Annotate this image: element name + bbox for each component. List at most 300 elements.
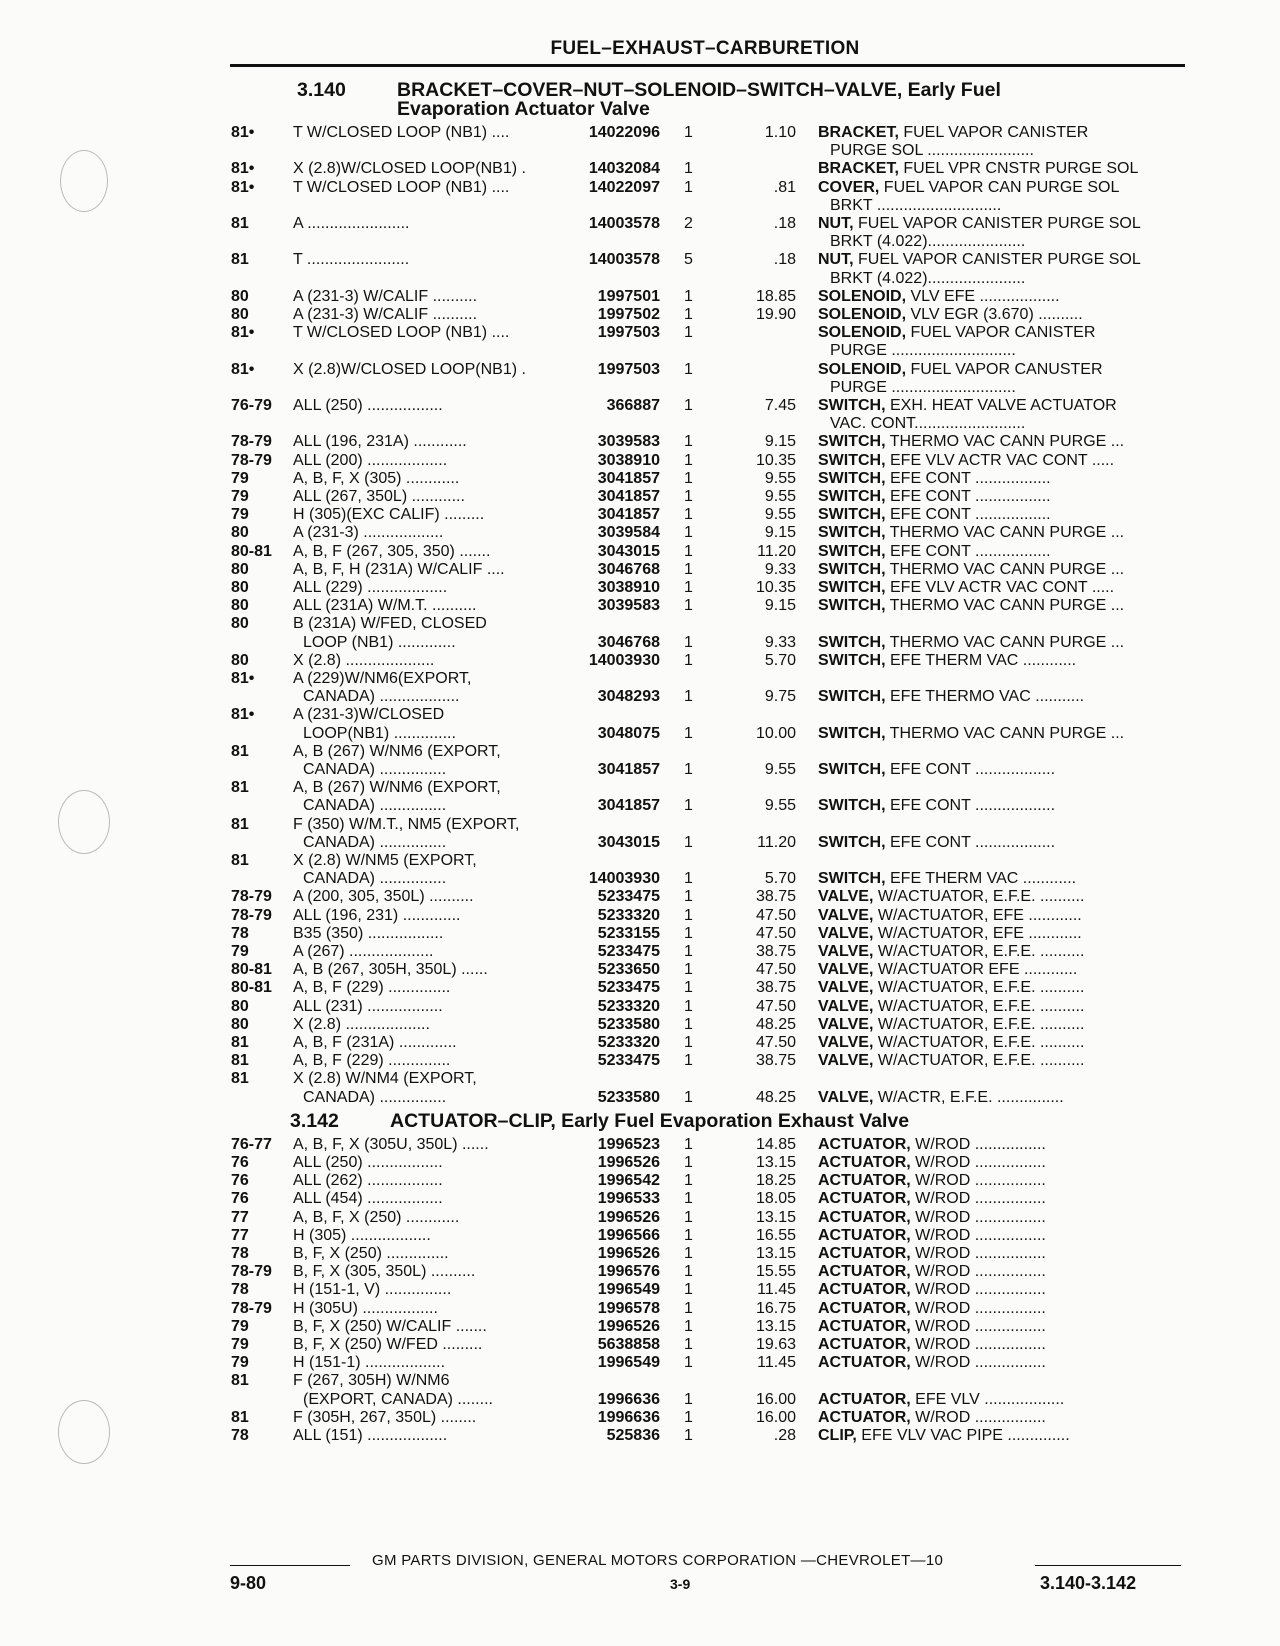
part-number: 3041857 bbox=[597, 761, 660, 778]
part-name: ACTUATOR, bbox=[818, 1408, 911, 1426]
model-year: 80 bbox=[231, 560, 249, 578]
model-year: 81 bbox=[231, 1372, 249, 1390]
price: 16.75 bbox=[755, 1299, 796, 1317]
description-cont: VAC. CONT......................... bbox=[830, 415, 1026, 433]
quantity: 1 bbox=[684, 542, 693, 560]
description bbox=[818, 1034, 1180, 1053]
model-year: 80-81 bbox=[231, 542, 272, 560]
model-year: 81 bbox=[231, 742, 249, 760]
part-name: NUT, bbox=[818, 251, 854, 269]
model-year: 80 bbox=[231, 579, 249, 596]
quantity: 1 bbox=[684, 979, 693, 997]
model-year: 81• bbox=[231, 178, 255, 196]
part-detail: VLV EGR (3.670) .......... bbox=[906, 306, 1083, 323]
part-detail: EFE CONT ................. bbox=[885, 506, 1051, 524]
model-year: 79 bbox=[231, 488, 249, 505]
quantity: 1 bbox=[684, 1299, 693, 1317]
model-year: 81• bbox=[231, 160, 255, 178]
part-name: BRACKET, bbox=[818, 160, 899, 178]
price: 9.75 bbox=[764, 688, 796, 706]
part-detail: W/ROD ................ bbox=[910, 1190, 1046, 1208]
quantity: 1 bbox=[684, 1015, 693, 1033]
quantity: 1 bbox=[684, 1354, 693, 1372]
application-cont: CANADA) .................. bbox=[303, 688, 460, 706]
price: 13.15 bbox=[755, 1317, 796, 1335]
quantity: 1 bbox=[684, 1226, 693, 1244]
quantity: 1 bbox=[684, 1408, 693, 1426]
part-detail: FUEL VAPOR CANISTER bbox=[906, 324, 1096, 342]
model-year: 78-79 bbox=[231, 888, 272, 906]
description bbox=[818, 324, 1180, 343]
model-year: 81 bbox=[231, 251, 249, 269]
application: A, B (267, 305H, 350L) ...... bbox=[293, 961, 488, 979]
application: H (151-1) .................. bbox=[293, 1354, 446, 1372]
price: .18 bbox=[773, 251, 796, 269]
part-number: 1996636 bbox=[597, 1390, 660, 1408]
part-number: 1996549 bbox=[597, 1281, 660, 1299]
model-year: 78 bbox=[231, 1427, 249, 1444]
quantity: 1 bbox=[684, 560, 693, 578]
part-name: SWITCH, bbox=[818, 797, 886, 815]
part-detail: EFE CONT ................. bbox=[885, 542, 1051, 560]
part-name: VALVE, bbox=[818, 906, 874, 924]
part-number: 1997503 bbox=[597, 360, 660, 378]
application: T ....................... bbox=[293, 251, 410, 269]
price: 18.25 bbox=[755, 1172, 796, 1190]
part-name: SWITCH, bbox=[818, 560, 886, 578]
model-year: 79 bbox=[231, 1336, 249, 1353]
section-number: 3.140 bbox=[297, 79, 346, 101]
price: 13.15 bbox=[755, 1245, 796, 1262]
model-year: 79 bbox=[231, 1354, 249, 1372]
part-name: ACTUATOR, bbox=[818, 1299, 911, 1317]
footer-page-number: 3-9 bbox=[670, 1576, 691, 1592]
part-name: SWITCH, bbox=[818, 633, 886, 651]
part-name: ACTUATOR, bbox=[818, 1281, 911, 1299]
part-detail: W/ROD ................ bbox=[910, 1354, 1046, 1372]
price: 18.05 bbox=[755, 1190, 796, 1208]
part-name: ACTUATOR, bbox=[818, 1172, 911, 1190]
page-header: FUEL–EXHAUST–CARBURETION bbox=[550, 38, 860, 59]
part-detail: FUEL VAPOR CANISTER PURGE SOL bbox=[853, 251, 1141, 269]
part-name: SWITCH, bbox=[818, 651, 886, 669]
part-number: 14003578 bbox=[588, 251, 660, 269]
application: ALL (267, 350L) ............ bbox=[293, 488, 465, 505]
application: X (2.8) W/NM5 (EXPORT, bbox=[293, 852, 477, 869]
application: H (305) .................. bbox=[293, 1226, 431, 1244]
price: 48.25 bbox=[755, 1088, 796, 1106]
description bbox=[818, 907, 1180, 926]
part-name: SWITCH, bbox=[818, 397, 886, 414]
quantity: 1 bbox=[684, 1034, 693, 1051]
part-number: 1996549 bbox=[597, 1354, 660, 1372]
footer-rule-right bbox=[1035, 1565, 1181, 1566]
application: A (231-3) W/CALIF .......... bbox=[293, 287, 478, 305]
model-year: 79 bbox=[231, 469, 249, 487]
quantity: 1 bbox=[684, 1427, 693, 1444]
model-year: 76-77 bbox=[231, 1135, 272, 1153]
part-name: ACTUATOR, bbox=[818, 1226, 911, 1244]
model-year: 80 bbox=[231, 997, 249, 1015]
part-number: 3043015 bbox=[597, 833, 660, 851]
description bbox=[818, 124, 1180, 143]
footer-rule-left bbox=[230, 1565, 350, 1566]
section-title: BRACKET–COVER–NUT–SOLENOID–SWITCH–VALVE, Early Fuel bbox=[397, 79, 1001, 101]
part-number: 5233475 bbox=[597, 1052, 660, 1070]
section-number: 3.142 bbox=[290, 1109, 339, 1132]
description bbox=[818, 961, 1180, 980]
part-number: 14003578 bbox=[588, 215, 660, 232]
model-year: 79 bbox=[231, 506, 249, 524]
model-year: 76-79 bbox=[231, 397, 272, 414]
part-detail: VLV EFE .................. bbox=[906, 287, 1060, 305]
model-year: 81• bbox=[231, 670, 255, 687]
part-name: VALVE, bbox=[818, 943, 874, 960]
price: 10.35 bbox=[755, 579, 796, 596]
price: 11.20 bbox=[757, 542, 796, 560]
binder-hole bbox=[58, 790, 110, 854]
description bbox=[818, 1136, 1180, 1155]
quantity: 1 bbox=[684, 1088, 693, 1106]
part-number: 1996526 bbox=[597, 1208, 660, 1226]
section-3-142-heading bbox=[290, 1111, 1170, 1133]
part-detail: W/ROD ................ bbox=[910, 1281, 1046, 1299]
description bbox=[818, 688, 1180, 707]
model-year: 80 bbox=[231, 615, 249, 633]
part-detail: EFE VLV .................. bbox=[910, 1390, 1065, 1408]
part-number: 1996533 bbox=[597, 1190, 660, 1208]
part-number: 3048293 bbox=[597, 688, 660, 706]
part-number: 3038910 bbox=[597, 451, 660, 469]
description bbox=[818, 1427, 1180, 1446]
part-name: SWITCH, bbox=[818, 761, 886, 778]
quantity: 1 bbox=[684, 1245, 693, 1262]
part-number: 5233475 bbox=[597, 979, 660, 997]
quantity: 1 bbox=[684, 724, 693, 742]
quantity: 1 bbox=[684, 1208, 693, 1226]
description bbox=[818, 979, 1180, 998]
part-number: 1996523 bbox=[597, 1135, 660, 1153]
part-number: 3046768 bbox=[597, 633, 660, 651]
price: 38.75 bbox=[755, 979, 796, 997]
application: A, B, F, H (231A) W/CALIF .... bbox=[293, 560, 505, 578]
price: 13.15 bbox=[755, 1208, 796, 1226]
model-year: 78-79 bbox=[231, 451, 272, 469]
part-number: 3041857 bbox=[597, 797, 660, 815]
application: F (267, 305H) W/NM6 bbox=[293, 1372, 450, 1390]
model-year: 81 bbox=[231, 215, 249, 232]
part-detail: EFE CONT .................. bbox=[885, 761, 1056, 778]
part-number: 1996636 bbox=[597, 1408, 660, 1426]
model-year: 81 bbox=[231, 852, 249, 869]
model-year: 80 bbox=[231, 287, 249, 305]
part-detail: EFE CONT .................. bbox=[885, 797, 1056, 815]
part-number: 1997501 bbox=[597, 287, 660, 305]
part-detail: W/ROD ................ bbox=[910, 1172, 1046, 1190]
application: ALL (250) ................. bbox=[293, 397, 443, 414]
part-number: 1996576 bbox=[597, 1263, 660, 1281]
quantity: 1 bbox=[684, 797, 693, 815]
price: 10.35 bbox=[755, 451, 796, 469]
model-year: 81 bbox=[231, 815, 249, 833]
description bbox=[818, 543, 1180, 562]
part-detail: W/ROD ................ bbox=[910, 1245, 1046, 1262]
price: 9.55 bbox=[764, 506, 796, 524]
binder-hole bbox=[58, 1400, 110, 1464]
model-year: 81• bbox=[231, 706, 255, 724]
part-name: ACTUATOR, bbox=[818, 1336, 911, 1353]
model-year: 81• bbox=[231, 124, 255, 141]
description-cont: PURGE SOL ........................ bbox=[830, 142, 1034, 160]
part-detail: EXH. HEAT VALVE ACTUATOR bbox=[885, 397, 1117, 414]
application: B, F, X (250) W/FED ......... bbox=[293, 1336, 483, 1353]
description bbox=[818, 925, 1180, 944]
description bbox=[818, 1336, 1180, 1355]
quantity: 1 bbox=[684, 870, 693, 888]
description bbox=[818, 1391, 1180, 1410]
part-detail: W/ACTUATOR, E.F.E. .......... bbox=[873, 1034, 1085, 1051]
part-number: 14003930 bbox=[588, 651, 660, 669]
application: X (2.8)W/CLOSED LOOP(NB1) . bbox=[293, 160, 526, 178]
part-detail: FUEL VAPOR CAN PURGE SOL bbox=[879, 178, 1120, 196]
price: 9.55 bbox=[764, 469, 796, 487]
model-year: 81• bbox=[231, 360, 255, 378]
part-name: SOLENOID, bbox=[818, 306, 907, 323]
part-number: 366887 bbox=[606, 397, 660, 414]
quantity: 1 bbox=[684, 1154, 693, 1171]
part-number: 3041857 bbox=[597, 506, 660, 524]
part-number: 3046768 bbox=[597, 560, 660, 578]
application: A, B (267) W/NM6 (EXPORT, bbox=[293, 742, 501, 760]
application: H (305)(EXC CALIF) ......... bbox=[293, 506, 485, 524]
part-name: ACTUATOR, bbox=[818, 1354, 911, 1372]
price: 9.33 bbox=[764, 633, 796, 651]
part-number: 14022096 bbox=[588, 124, 660, 141]
part-number: 5233320 bbox=[597, 1034, 660, 1051]
quantity: 1 bbox=[684, 324, 693, 342]
description bbox=[818, 888, 1180, 907]
model-year: 81 bbox=[231, 1070, 249, 1088]
application: B, F, X (250) W/CALIF ....... bbox=[293, 1317, 487, 1335]
price: 47.50 bbox=[755, 906, 796, 924]
description bbox=[818, 561, 1180, 580]
quantity: 1 bbox=[684, 1317, 693, 1335]
quantity: 1 bbox=[684, 1135, 693, 1153]
footer-section-range: 3.140-3.142 bbox=[1040, 1573, 1137, 1593]
part-detail: W/ROD ................ bbox=[910, 1317, 1046, 1335]
application: A, B, F (229) .............. bbox=[293, 1052, 451, 1070]
part-name: VALVE, bbox=[818, 888, 874, 906]
part-number: 1997502 bbox=[597, 306, 660, 323]
application-cont: (EXPORT, CANADA) ........ bbox=[303, 1390, 493, 1408]
part-name: SWITCH, bbox=[818, 688, 886, 706]
description bbox=[818, 1052, 1180, 1071]
application: A ....................... bbox=[293, 215, 410, 232]
application-cont: LOOP (NB1) ............. bbox=[303, 633, 456, 651]
price: 9.55 bbox=[764, 488, 796, 505]
part-name: COVER, bbox=[818, 178, 880, 196]
footer-publisher: GM PARTS DIVISION, GENERAL MOTORS CORPORATION —CHEVROLET—10 bbox=[372, 1552, 944, 1569]
part-detail: W/ROD ................ bbox=[910, 1408, 1046, 1426]
application: T W/CLOSED LOOP (NB1) .... bbox=[293, 124, 510, 141]
application: ALL (229) .................. bbox=[293, 579, 448, 596]
part-detail: W/ACTUATOR, E.F.E. .......... bbox=[873, 1052, 1085, 1070]
part-detail: FUEL VAPOR CANISTER PURGE SOL bbox=[853, 215, 1141, 232]
section-title-cont: Evaporation Actuator Valve bbox=[397, 98, 650, 120]
application: A (229)W/NM6(EXPORT, bbox=[293, 670, 472, 687]
part-detail: THERMO VAC CANN PURGE ... bbox=[885, 560, 1125, 578]
part-detail: THERMO VAC CANN PURGE ... bbox=[885, 433, 1125, 451]
description-cont: PURGE ............................ bbox=[830, 342, 1016, 360]
application: A, B, F, X (305U, 350L) ...... bbox=[293, 1135, 489, 1153]
model-year: 80-81 bbox=[231, 961, 272, 979]
price: 11.20 bbox=[757, 833, 796, 851]
part-name: ACTUATOR, bbox=[818, 1263, 911, 1281]
quantity: 1 bbox=[684, 761, 693, 778]
part-detail: W/ACTUATOR, E.F.E. .......... bbox=[873, 888, 1085, 906]
part-detail: W/ROD ................ bbox=[910, 1226, 1046, 1244]
application: A, B, F (229) .............. bbox=[293, 979, 451, 997]
price: 19.90 bbox=[755, 306, 796, 323]
application: H (151-1, V) ............... bbox=[293, 1281, 452, 1299]
application: A (267) ................... bbox=[293, 943, 434, 960]
part-name: VALVE, bbox=[818, 1034, 874, 1051]
part-name: SOLENOID, bbox=[818, 360, 907, 378]
quantity: 1 bbox=[684, 397, 693, 414]
part-detail: FUEL VAPOR CANISTER bbox=[898, 124, 1089, 141]
part-detail: EFE THERM VAC ............ bbox=[885, 870, 1077, 888]
model-year: 80-81 bbox=[231, 979, 272, 997]
part-number: 3039584 bbox=[597, 524, 660, 542]
description bbox=[818, 652, 1180, 671]
description bbox=[818, 579, 1180, 598]
quantity: 1 bbox=[684, 1190, 693, 1208]
part-name: ACTUATOR, bbox=[818, 1154, 911, 1171]
quantity: 1 bbox=[684, 488, 693, 505]
application: A, B, F (231A) ............. bbox=[293, 1034, 457, 1051]
model-year: 78-79 bbox=[231, 1263, 272, 1281]
part-number: 14003930 bbox=[588, 870, 660, 888]
price: 47.50 bbox=[755, 997, 796, 1015]
application: A, B, F, X (250) ............ bbox=[293, 1208, 460, 1226]
price: .28 bbox=[773, 1427, 796, 1444]
quantity: 2 bbox=[684, 215, 693, 232]
model-year: 78 bbox=[231, 1281, 249, 1299]
quantity: 1 bbox=[684, 688, 693, 706]
quantity: 1 bbox=[684, 506, 693, 524]
quantity: 1 bbox=[684, 469, 693, 487]
quantity: 1 bbox=[684, 888, 693, 906]
price: 9.15 bbox=[764, 433, 796, 451]
model-year: 81 bbox=[231, 1034, 249, 1051]
part-number: 5233320 bbox=[597, 997, 660, 1015]
description bbox=[818, 433, 1180, 452]
price: 14.85 bbox=[755, 1135, 796, 1153]
model-year: 81 bbox=[231, 779, 249, 797]
part-name: SWITCH, bbox=[818, 724, 886, 742]
part-detail: THERMO VAC CANN PURGE ... bbox=[885, 724, 1125, 742]
description bbox=[818, 1209, 1180, 1228]
description bbox=[818, 288, 1180, 307]
model-year: 80 bbox=[231, 651, 249, 669]
part-detail: EFE CONT ................. bbox=[885, 488, 1051, 505]
application: A (231-3) W/CALIF .......... bbox=[293, 306, 478, 323]
part-number: 5233475 bbox=[597, 888, 660, 906]
description bbox=[818, 1245, 1180, 1264]
price: 38.75 bbox=[755, 943, 796, 960]
application: T W/CLOSED LOOP (NB1) .... bbox=[293, 324, 510, 342]
part-number: 1996542 bbox=[597, 1172, 660, 1190]
price: 9.15 bbox=[764, 597, 796, 615]
part-name: VALVE, bbox=[818, 924, 874, 942]
part-number: 5638858 bbox=[597, 1336, 660, 1353]
part-detail: W/ACTUATOR, E.F.E. .......... bbox=[873, 979, 1085, 997]
application: ALL (231A) W/M.T. .......... bbox=[293, 597, 477, 615]
description bbox=[818, 634, 1180, 653]
part-name: VALVE, bbox=[818, 997, 874, 1015]
price: 5.70 bbox=[764, 651, 796, 669]
price: 15.55 bbox=[755, 1263, 796, 1281]
quantity: 1 bbox=[684, 306, 693, 323]
part-name: SWITCH, bbox=[818, 506, 886, 524]
price: 38.75 bbox=[755, 1052, 796, 1070]
quantity: 1 bbox=[684, 1390, 693, 1408]
model-year: 79 bbox=[231, 1317, 249, 1335]
part-detail: W/ROD ................ bbox=[910, 1154, 1046, 1171]
description bbox=[818, 1354, 1180, 1373]
part-number: 5233580 bbox=[597, 1015, 660, 1033]
part-detail: EFE THERMO VAC ........... bbox=[885, 688, 1085, 706]
description bbox=[818, 1172, 1180, 1191]
part-name: ACTUATOR, bbox=[818, 1317, 911, 1335]
price: 7.45 bbox=[764, 397, 796, 414]
part-detail: W/ROD ................ bbox=[910, 1299, 1046, 1317]
part-detail: W/ROD ................ bbox=[910, 1208, 1046, 1226]
part-name: NUT, bbox=[818, 215, 854, 232]
application: A, B, F, X (305) ............ bbox=[293, 469, 460, 487]
quantity: 1 bbox=[684, 524, 693, 542]
description bbox=[818, 251, 1180, 270]
part-detail: W/ROD ................ bbox=[910, 1263, 1046, 1281]
part-number: 1996566 bbox=[597, 1226, 660, 1244]
description bbox=[818, 1263, 1180, 1282]
part-detail: W/ACTUATOR, E.F.E. .......... bbox=[873, 1015, 1085, 1033]
description bbox=[818, 470, 1180, 489]
description bbox=[818, 524, 1180, 543]
part-detail: W/ACTUATOR, E.F.E. .......... bbox=[873, 943, 1085, 960]
price: 19.63 bbox=[755, 1336, 796, 1353]
model-year: 77 bbox=[231, 1208, 249, 1226]
part-name: SOLENOID, bbox=[818, 324, 907, 342]
price: 16.00 bbox=[755, 1408, 796, 1426]
application-cont: LOOP(NB1) .............. bbox=[303, 724, 456, 742]
model-year: 78-79 bbox=[231, 433, 272, 451]
price: 5.70 bbox=[764, 870, 796, 888]
description bbox=[818, 943, 1180, 962]
application-cont: CANADA) ............... bbox=[303, 833, 447, 851]
part-number: 1996526 bbox=[597, 1317, 660, 1335]
description bbox=[818, 506, 1180, 525]
price: 10.00 bbox=[755, 724, 796, 742]
quantity: 5 bbox=[684, 251, 693, 269]
quantity: 1 bbox=[684, 906, 693, 924]
description-cont: BRKT (4.022)...................... bbox=[830, 269, 1026, 287]
part-detail: FUEL VAPOR CANUSTER bbox=[906, 360, 1103, 378]
description bbox=[818, 397, 1180, 416]
part-name: ACTUATOR, bbox=[818, 1208, 911, 1226]
price: 9.55 bbox=[764, 797, 796, 815]
description bbox=[818, 1227, 1180, 1246]
